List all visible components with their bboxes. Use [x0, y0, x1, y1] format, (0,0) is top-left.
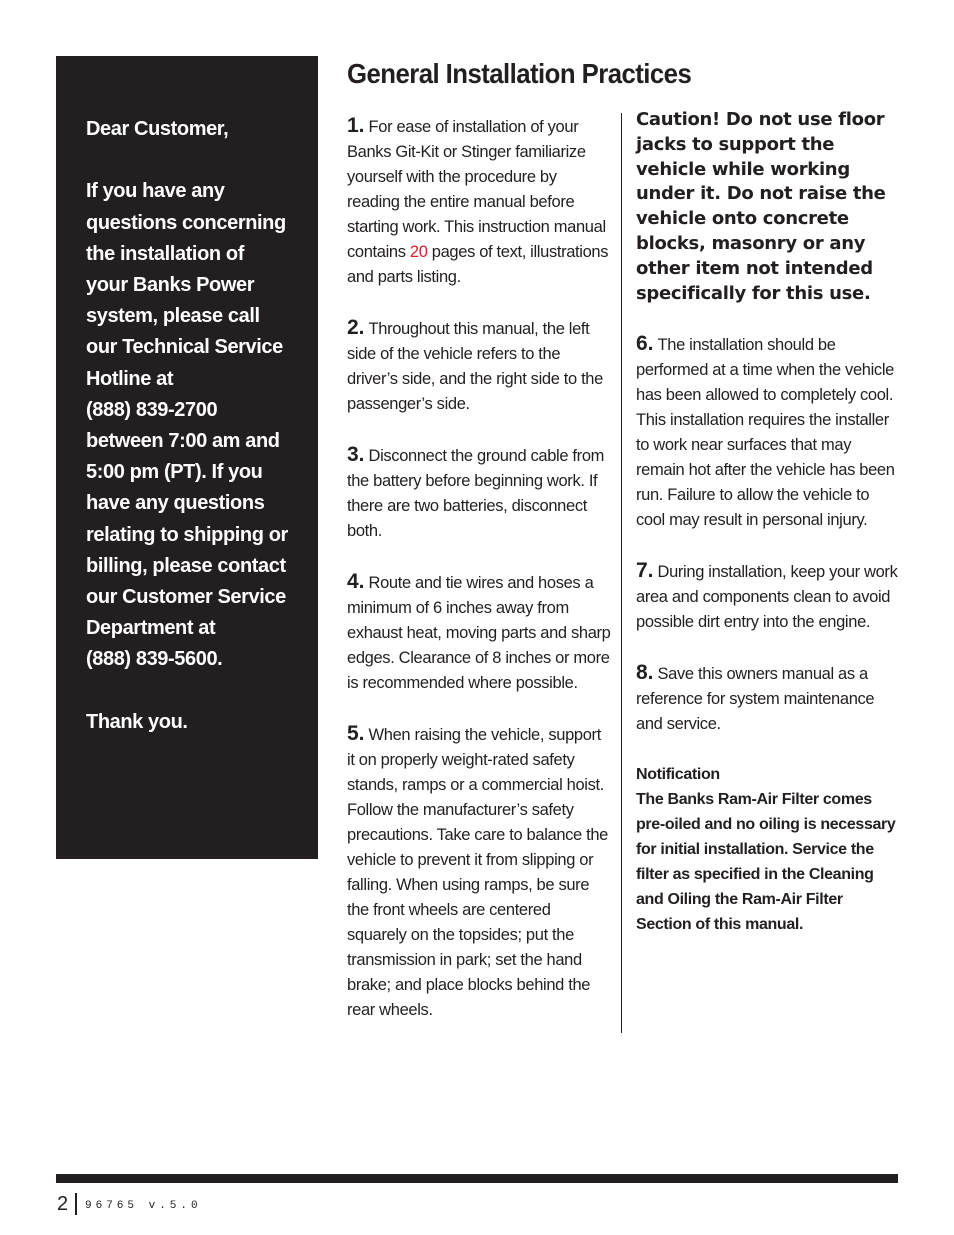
letter-line: questions concerning	[86, 211, 286, 234]
item-text: Throughout this manual, the left side of the vehicle refers to the driver’s side, and the right side to the passenger’s side.	[347, 320, 603, 413]
letter-line: our Technical Service	[86, 336, 283, 359]
item-number: 8.	[636, 661, 654, 685]
instruction-item-5	[347, 721, 611, 1023]
letter-line: the installation of	[86, 242, 244, 265]
right-text-column	[636, 108, 898, 937]
document-version: 96765 v.5.0	[85, 1200, 202, 1212]
instruction-item-3	[347, 442, 611, 544]
letter-line: 5:00 pm (PT). If you	[86, 461, 263, 484]
letter-line: system, please call	[86, 305, 260, 328]
item-text: For ease of installation of your Banks Git-Kit or Stinger familiarize yourself with the procedure by reading the entire manual before starting work. This instruction manual contains	[347, 118, 606, 261]
caution-warning: Caution! Do not use floor jacks to support the vehicle while working under it. Do not raise the vehicle onto concrete blocks, masonry or any other item not intended specifically for this use.	[636, 109, 886, 304]
item-text: pages of text, illustrations and parts listing.	[347, 243, 609, 286]
page-count-highlight: 20	[409, 243, 428, 261]
letter-line: (888) 839-2700	[86, 398, 218, 421]
item-number: 4.	[347, 570, 365, 593]
letter-line: between 7:00 am and	[86, 430, 280, 453]
item-text: Route and tie wires and hoses a minimum of 6 inches away from exhaust heat, moving parts and sharp edges. Clearance of 8 inches or more is recommended where possible.	[347, 574, 611, 692]
item-text: The installation should be performed at a time when the vehicle has been allowed to completely cool. This installation requires the installer to work near surfaces that may remain hot after the vehicle has been run. Failure to allow the vehicle to cool may result in personal injury.	[636, 336, 895, 530]
item-text: During installation, keep your work area and components clean to avoid possible dirt entry into the engine.	[636, 563, 898, 632]
instruction-item-6	[636, 331, 898, 533]
letter-line: our Customer Service	[86, 586, 286, 609]
instruction-item-7	[636, 558, 898, 635]
letter-line: have any questions	[86, 492, 265, 515]
footer-rule	[56, 1174, 898, 1183]
letter-line: your Banks Power	[86, 274, 255, 296]
instruction-item-8	[636, 660, 898, 737]
letter-line: If you have any	[86, 180, 225, 203]
letter-message	[86, 176, 298, 675]
instruction-item-1	[347, 113, 611, 290]
letter-line: relating to shipping or	[86, 523, 288, 546]
item-number: 3.	[347, 443, 365, 466]
item-number: 7.	[636, 559, 654, 583]
item-text: Disconnect the ground cable from the battery before beginning work. If there are two batteries, disconnect both.	[347, 447, 605, 540]
customer-letter-panel	[56, 56, 318, 859]
item-text: Save this owners manual as a reference for system maintenance and service.	[636, 665, 875, 734]
item-number: 1.	[347, 114, 365, 137]
column-divider	[621, 113, 622, 1033]
page-title: General Installation Practices	[347, 58, 692, 89]
letter-greeting: Dear Customer,	[86, 118, 229, 140]
notification-body: The Banks Ram-Air Filter comes pre-oiled and no oiling is necessary for initial installation. Service the filter as specified in the Cleaning and Oiling the Ram-Air Filter Section of this manual.	[636, 791, 896, 934]
left-text-column	[347, 113, 611, 1023]
page-number: 2	[57, 1193, 69, 1215]
letter-line: Hotline at	[86, 367, 174, 390]
item-number: 2.	[347, 316, 365, 339]
instruction-item-4	[347, 569, 611, 696]
item-number: 6.	[636, 332, 654, 356]
page-number-separator	[75, 1193, 77, 1215]
instruction-item-2	[347, 315, 611, 417]
letter-line: (888) 839-5600.	[86, 648, 223, 671]
letter-closing: Thank you.	[86, 710, 188, 733]
notification-heading: Notification	[636, 766, 720, 784]
letter-line: Department at	[86, 617, 216, 640]
item-number: 5.	[347, 722, 365, 745]
item-text: When raising the vehicle, support it on properly weight-rated safety stands, ramps or a commercial hoist. Follow the manufacturer’s safety precautions. Take care to balance the vehicle to prevent it from slipping or falling. When using ramps, be sure the front wheels are centered squarely on the topsides; put the transmission in park; set the hand brake; and place blocks behind the rear wheels.	[347, 726, 609, 1019]
letter-line: billing, please contact	[86, 554, 286, 577]
